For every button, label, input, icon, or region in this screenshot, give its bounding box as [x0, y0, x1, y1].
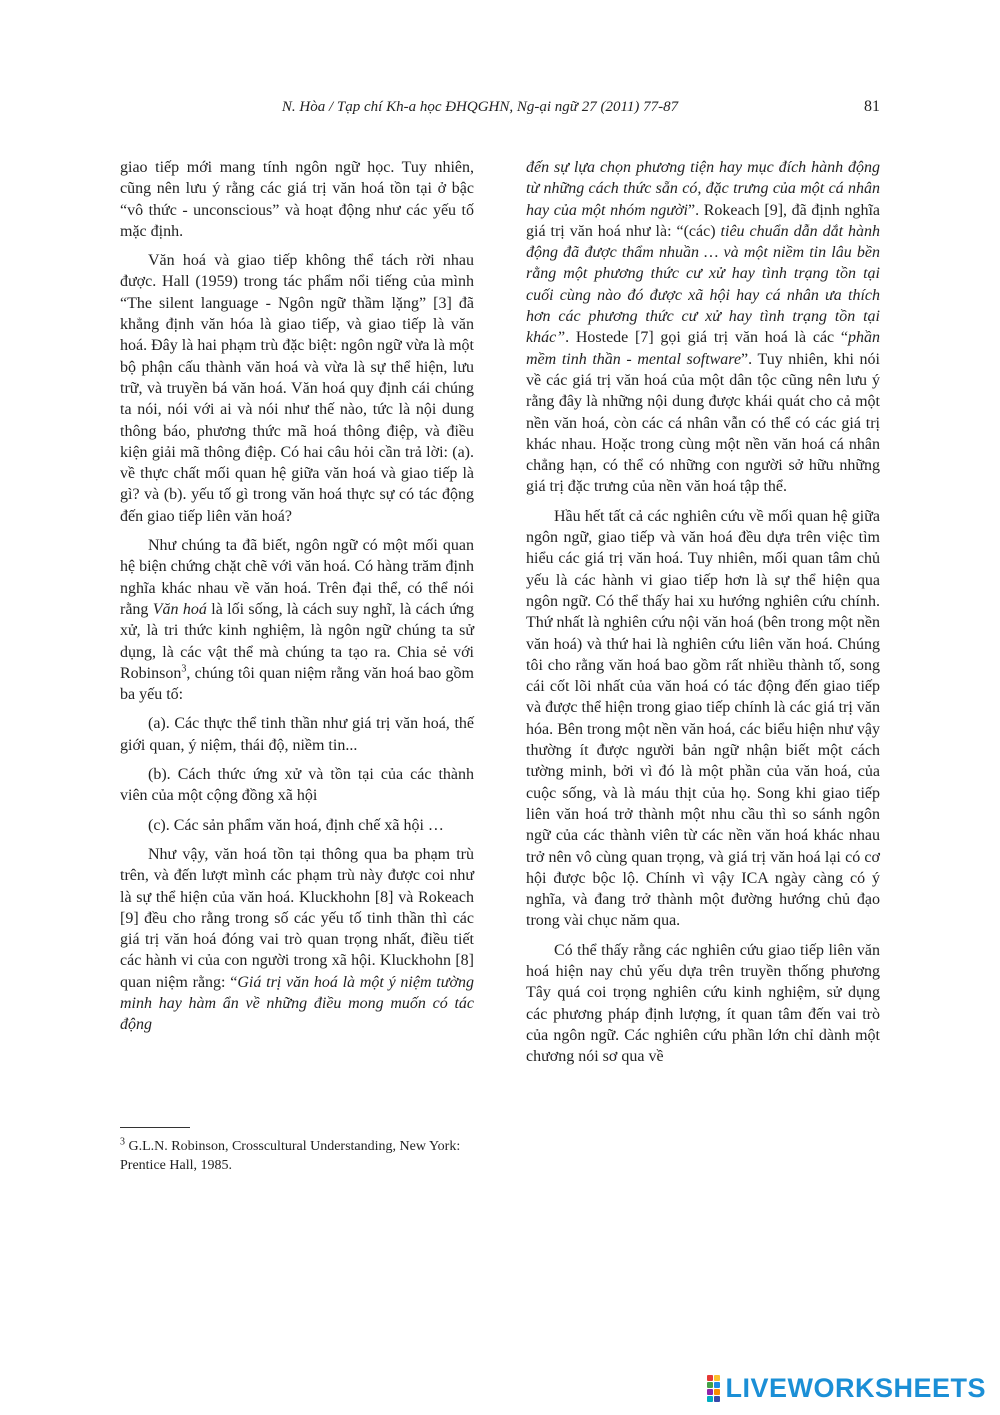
logo-block [707, 1382, 713, 1388]
logo-block [707, 1396, 713, 1402]
brand-wordmark: LIVEWORKSHEETS [725, 1372, 986, 1403]
page-number: 81 [864, 98, 880, 115]
text-run: , chúng tôi quan niệm rằng văn hoá bao gồm ba yếu tố: [120, 664, 474, 704]
logo-block [714, 1389, 720, 1395]
emphasis: Giá trị văn hoá là một ý niệm tường minh hay hàm ẩn về những điều mong muốn có tác động [120, 973, 475, 1034]
paragraph: Văn hoá và giao tiếp không thể tách rời nhau được. Hall (1959) trong tác phẩm nổi tiếng của mình “The silent language - Ngôn ngữ thầm lặng” [3] đã khẳng định văn hóa là giao tiếp, và giao tiếp là văn hoá. Đây là hai phạm trù đặc biệt: ngôn ngữ vừa là một bộ phận cấu thành văn hoá và vừa là sự thể hiện, lưu trữ, và truyền bá văn hoá. Văn hoá quy định cái chúng ta nói, nói với ai và nói như thế nào, tức là nội dung thông báo, phương thức mã hoá thông điệp, và điều kiện giải mã thông điệp. Có hai câu hỏi cần trả lời: (a). về thực chất mối quan hệ giữa văn hoá và giao tiếp là gì? và (b). yếu tố gì trong văn hoá thực sự có tác động đến giao tiếp liên văn hoá? [120, 252, 474, 525]
footnote [120, 1137, 480, 1175]
paragraph: giao tiếp mới mang tính ngôn ngữ học. Tuy nhiên, cũng nên lưu ý rằng các giá trị văn hoá tồn tại ở bậc “vô thức - unconscious” và hoạt động như các yếu tố mặc định. [120, 159, 474, 240]
list-item: (a). Các thực thể tinh thần như giá trị văn hoá, thế giới quan, ý niệm, thái độ, niềm tin... [120, 715, 474, 754]
footnote-text: G.L.N. Robinson, Crosscultural Understanding, New York: Prentice Hall, 1985. [120, 1139, 461, 1173]
page-header [120, 96, 880, 120]
logo-block [707, 1389, 713, 1395]
paragraph [120, 844, 474, 1036]
list-item: (c). Các sản phẩm văn hoá, định chế xã hội … [148, 816, 444, 834]
logo-block [707, 1375, 713, 1381]
paragraph [120, 535, 474, 705]
text-run: Như chúng ta đã biết, ngôn ngữ có một mối quan hệ biện chứng chặt chẽ với văn hoá. Có hàng trăm định nghĩa khác nhau về văn hoá. Trên đại thể, có thể nói rằng [120, 537, 474, 618]
running-head: N. Hòa / Tạp chí Kh-a học ĐHQGHN, Ng-ại ngữ 27 (2011) 77-87 [281, 99, 679, 115]
emphasis: phần mềm tinh thần - mental software [526, 329, 880, 368]
text-run: Như vậy, văn hoá tồn tại thông qua ba phạm trù trên, và đến lượt mình các phạm trù này được coi như là sự thể hiện của văn hoá. Kluckhohn [8] và Rokeach [9] đều cho rằng trong số các yếu tố tinh thần thì các giá trị văn hoá đóng vai trò quan trọng nhất, điều tiết các hành vi của con người trong xã hội. Kluckhohn [8] quan niệm rằng: “ [120, 845, 474, 991]
text-run: ”. Rokeach [9], đã định nghĩa giá trị văn hoá như là: “(các) [526, 201, 881, 240]
text-run: ”. Tuy nhiên, khi nói về các giá trị văn hoá của một dân tộc cũng nên lưu ý rằng đây là những nội dung được khái quát cho cả một nền văn hoá, còn các cá nhân vẫn có thể có các giá trị khác nhau. Hoặc trong cùng một nền văn hoá cá nhân chẳng hạn, có thể có những con người sở hữu những giá trị đặc trưng của nền văn hoá tập thể. [526, 350, 880, 496]
logo-block [714, 1375, 720, 1381]
left-column [120, 157, 474, 1044]
right-column [526, 157, 880, 1075]
text-run: là lối sống, là cách suy nghĩ, là cách ứng xử, là tri thức kinh nghiệm, là ngôn ngữ chúng ta sử dụng, là các vật thể mà chúng ta tạo ra. Chia sẻ với Robinson [120, 600, 475, 682]
paragraph: Có thể thấy rằng các nghiên cứu giao tiếp liên văn hoá hiện nay chủ yếu dựa trên truyền thống phương Tây quá coi trọng nghiên cứu kinh nghiệm, sử dụng các phương pháp định lượng, ít quan tâm đến vai trò của ngôn ngữ. Các nghiên cứu phần lớn chỉ dành một chương nói sơ qua về [526, 941, 880, 1066]
paragraph [526, 157, 880, 498]
logo-block [714, 1382, 720, 1388]
logo-block [714, 1396, 720, 1402]
footnote-marker: 3 [120, 1136, 125, 1148]
list-item: (b). Cách thức ứng xử và tồn tại của các thành viên của một cộng đồng xã hội [120, 766, 474, 805]
emphasis: tiêu chuẩn dẫn dắt hành động đã được thẩm nhuần … và một niềm tin lâu bền rằng một phương thức cư xử hay tình trạng tồn tại cuối cùng nào đó được xã hội hay cá nhân ưa thích hơn các phương thức cư xử hay tình trạng tồn tại khác” [526, 222, 880, 347]
paragraph: Hầu hết tất cả các nghiên cứu về mối quan hệ giữa ngôn ngữ, giao tiếp và văn hoá đều dựa trên việc tìm hiểu các giá trị văn hoá. Tuy nhiên, mối quan tâm chủ yếu là các hành vi giao tiếp hơn là sự thể hiện qua ngôn ngữ. Có thể thấy hai xu hướng nghiên cứu chính. Thứ nhất là nghiên cứu nội văn hoá (bên trong một nền văn hoá) và thứ hai là nghiên cứu liên văn hoá. Chúng tôi cho rằng văn hoá bao gồm rất nhiều thành tố, song cái cốt lõi nhất của văn hoá có tác động đến giao tiếp và được thể hiện trong giao tiếp chính là các giá trị văn hóa. Bên trong một nền văn hoá, các biểu hiện như vậy thường ít được người bản ngữ nhận biết một cách tường minh, bởi vì đó là một phần của văn hoá, của cuộc sống, và là máu thịt của họ. Song khi giao tiếp liên văn hoá trở thành một nhu cầu thì so sánh ngôn ngữ của các thành viên từ các nền văn hoá khác nhau trở nên vô cùng quan trọng, và giá trị văn hoá lại có cơ hội được bộc lộ. Chính vì vậy ICA ngày càng có ý nghĩa, và đang trở thành một đường hướng chủ đạo trong vài chục năm qua. [526, 507, 880, 930]
footnote-divider [120, 1127, 190, 1128]
footnote-ref: 3 [181, 663, 187, 675]
liveworksheets-logo-icon [707, 1375, 720, 1402]
emphasis: Văn hoá [152, 600, 207, 618]
liveworksheets-brand [707, 1371, 986, 1405]
text-run: . Hostede [7] gọi giá trị văn hoá là các “ [565, 329, 848, 347]
emphasis: đến sự lựa chọn phương tiện hay mục đích hành động từ những cách thức sẵn có, đặc trưng của một cá nhân hay của một nhóm người [526, 159, 880, 219]
